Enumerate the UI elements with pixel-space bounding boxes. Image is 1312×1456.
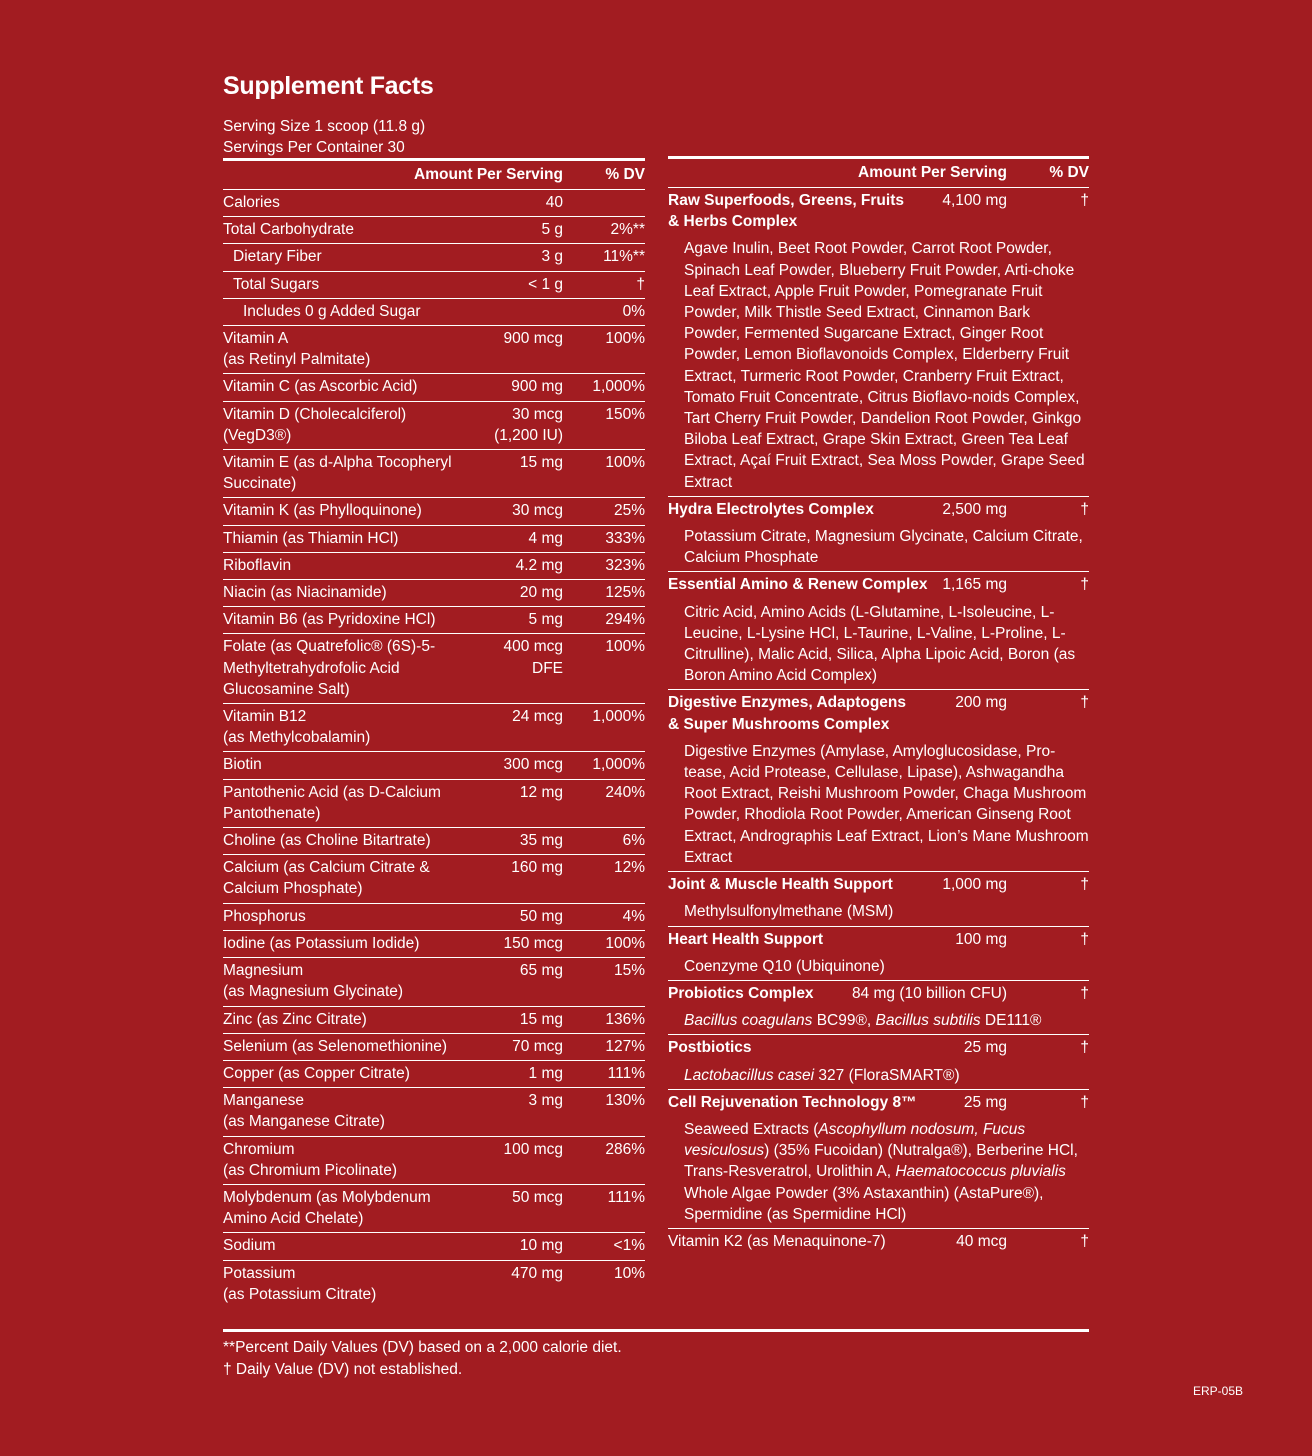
group-amount: 25 mg (963, 1093, 1007, 1111)
table-row (223, 1007, 645, 1034)
nutrient-amount: 35 mg (519, 832, 563, 850)
group-amount: 1,165 mg (942, 576, 1007, 594)
description-part: Ascophyllum nodosum, Fucus vesiculosus (684, 1120, 1026, 1160)
nutrient-name: Vitamin A (as Retinyl Palmitate) (223, 330, 371, 369)
group-amount: 2,500 mg (942, 500, 1007, 518)
table-row (223, 402, 645, 450)
table-row (223, 1061, 645, 1088)
nutrient-amount: 3 g (541, 248, 563, 266)
group-dv: † (1080, 1093, 1089, 1111)
table-row (223, 780, 645, 828)
nutrient-dv: 100% (605, 454, 645, 472)
nutrient-amount (453, 301, 563, 322)
nutrient-dv: 15% (613, 962, 645, 980)
nutrient-amount: 470 mg (511, 1264, 563, 1282)
description-part: Whole Algae Powder (3% Astaxanthin) (AstaPure®), Spermidine (as Spermidine HCl) (684, 1184, 1044, 1223)
table-row (223, 752, 645, 779)
group-description (668, 1119, 1089, 1225)
left-facts-table (223, 158, 645, 1308)
right-groups (668, 188, 1089, 1255)
nutrient-amount: 50 mg (519, 907, 563, 925)
nutrient-dv: 2%** (610, 221, 645, 239)
nutrient-amount: 3 mg (528, 1092, 563, 1110)
nutrient-dv: 0% (622, 302, 645, 320)
ingredient-group (668, 1229, 1089, 1255)
nutrient-amount: 4 mg (528, 529, 563, 547)
table-row (223, 1137, 645, 1185)
table-row (223, 217, 645, 244)
nutrient-name: Folate (as Quatrefolic® (6S)-5- Methyltetrahydrofolic Acid Glucosamine Salt) (223, 638, 436, 698)
nutrient-dv: 25% (613, 502, 645, 520)
table-row (223, 326, 645, 374)
group-dv: † (1080, 876, 1089, 894)
nutrient-dv: 333% (605, 529, 645, 547)
table-header (668, 159, 1089, 188)
group-amount: 4,100 mg (942, 192, 1007, 209)
table-row (223, 607, 645, 634)
group-description: Citric Acid, Amino Acids (L-Glutamine, L-Isoleucine, L-Leucine, L-Lysine HCl, L-Taurine, L-Valine, L-Proline, L-Citrulline), Malic Acid, Silica, Alpha Lipoic Acid, Boron (as Boron Amino Acid Complex) (684, 603, 1076, 685)
table-row (223, 1088, 645, 1136)
group-dv: † (1080, 1039, 1089, 1057)
description-part: Lactobacillus casei (684, 1066, 815, 1084)
nutrient-dv: 1,000% (592, 756, 645, 774)
bottom-rule (223, 1329, 1089, 1332)
nutrient-amount: 24 mcg (512, 708, 563, 726)
nutrient-amount: 900 mcg (503, 330, 563, 348)
description-part: ) (35% Fucoidan) (Nutralga®), Berberine HCl, Trans-Resveratrol, Urolithin A, (684, 1142, 1078, 1181)
table-row (223, 374, 645, 401)
nutrient-name: Vitamin C (as Ascorbic Acid) (223, 378, 418, 396)
table-row (223, 1185, 645, 1233)
group-description (668, 1065, 1089, 1086)
description-part: Haematococcus pluvialis (895, 1163, 1066, 1181)
group-amount: 40 mcg (956, 1232, 1007, 1250)
table-row (223, 498, 645, 525)
nutrient-dv: <1% (613, 1237, 645, 1255)
group-name: Heart Health Support (668, 930, 824, 948)
nutrient-name: Calcium (as Calcium Citrate & Calcium Phosphate) (223, 859, 430, 898)
footnote-dagger: † Daily Value (DV) not established. (223, 1360, 463, 1378)
table-row (223, 526, 645, 553)
nutrient-name: Molybdenum (as Molybdenum Amino Acid Chelate) (223, 1188, 431, 1228)
ingredient-group (668, 188, 1089, 497)
group-name: Postbiotics (668, 1039, 752, 1057)
group-name: Vitamin K2 (as Menaquinone-7) (668, 1232, 886, 1250)
ingredient-group (668, 690, 1089, 872)
description-part: Seaweed Extracts ( (684, 1120, 819, 1138)
nutrient-name: Sodium (223, 1237, 276, 1255)
table-row (223, 272, 645, 299)
dv-header: % DV (1049, 164, 1089, 181)
nutrient-name: Dietary Fiber (233, 248, 322, 266)
table-row (223, 904, 645, 931)
table-row (223, 931, 645, 958)
nutrient-amount: 400 mcg DFE (503, 638, 563, 677)
nutrient-amount: 1 mg (528, 1064, 563, 1082)
nutrient-name: Copper (as Copper Citrate) (223, 1064, 410, 1082)
page-title: Supplement Facts (223, 72, 434, 100)
table-row (223, 299, 645, 326)
table-row (223, 828, 645, 855)
footnote-dv: **Percent Daily Values (DV) based on a 2,000 calorie diet. (223, 1339, 622, 1356)
nutrient-name: Total Carbohydrate (223, 221, 354, 239)
amount-header: Amount Per Serving (414, 166, 563, 183)
group-dv: † (1080, 1232, 1089, 1250)
nutrient-amount: 40 (545, 194, 563, 211)
ingredient-group (668, 981, 1089, 1035)
table-row (223, 1261, 645, 1308)
group-amount: 1,000 mg (942, 876, 1007, 894)
group-amount: 100 mg (955, 930, 1007, 948)
ingredient-group (668, 572, 1089, 690)
nutrient-name: Total Sugars (233, 275, 320, 293)
nutrient-dv: 111% (607, 1188, 645, 1206)
nutrient-dv: 130% (605, 1092, 645, 1110)
servings-per-container: Servings Per Container 30 (223, 139, 405, 156)
nutrient-name: Riboflavin (223, 556, 292, 574)
nutrient-dv: 294% (605, 611, 645, 629)
nutrient-name: Pantothenic Acid (as D-Calcium Pantothenate) (223, 783, 441, 822)
nutrient-name: Manganese (as Manganese Citrate) (223, 1092, 385, 1131)
table-row (223, 580, 645, 607)
group-description: Coenzyme Q10 (Ubiquinone) (684, 957, 885, 975)
ingredient-group (668, 497, 1089, 573)
nutrient-dv: 100% (605, 934, 645, 952)
nutrient-dv: 323% (605, 556, 645, 574)
nutrient-dv: 136% (605, 1010, 645, 1028)
nutrient-dv: 125% (605, 584, 645, 602)
group-dv: † (1080, 576, 1089, 594)
ingredient-group (668, 1090, 1089, 1229)
nutrient-name: Chromium (as Chromium Picolinate) (223, 1140, 397, 1179)
group-description (668, 1010, 1089, 1031)
nutrient-name: Phosphorus (223, 907, 306, 925)
nutrient-name: Potassium (as Potassium Citrate) (223, 1264, 377, 1303)
ingredient-group (668, 1035, 1089, 1089)
nutrient-dv: 1,000% (592, 708, 645, 726)
table-row (223, 553, 645, 580)
group-name: Cell Rejuvenation Technology 8™ (668, 1093, 917, 1111)
nutrient-name: Selenium (as Selenomethionine) (223, 1037, 448, 1055)
nutrient-amount: 100 mcg (503, 1140, 563, 1158)
nutrient-dv: 150% (605, 405, 645, 423)
nutrient-amount: 5 mg (528, 611, 563, 629)
nutrient-dv: 127% (605, 1037, 645, 1055)
nutrient-amount: 160 mg (511, 859, 563, 877)
description-part: BC99®, (812, 1012, 876, 1030)
group-name: Raw Superfoods, Greens, Fruits & Herbs Complex (668, 192, 904, 231)
group-name: Hydra Electrolytes Complex (668, 500, 874, 518)
group-dv: † (1080, 930, 1089, 948)
left-rows (223, 190, 645, 1308)
group-dv: † (1080, 984, 1089, 1002)
nutrient-amount: 300 mcg (503, 756, 563, 774)
nutrient-dv: 100% (605, 638, 645, 656)
nutrient-dv: 4% (622, 907, 645, 925)
table-row (223, 634, 645, 704)
nutrient-name: Thiamin (as Thiamin HCl) (223, 529, 399, 547)
description-part: DE111® (980, 1012, 1042, 1030)
nutrient-name: Biotin (223, 756, 262, 774)
nutrient-name: Magnesium (as Magnesium Glycinate) (223, 962, 404, 1001)
group-description: Digestive Enzymes (Amylase, Amyloglucosidase, Pro-tease, Acid Protease, Cellulase, Lipase), Ashwagandha Root Extract, Reishi Mushroom Powder, Chaga Mushroom Powder, Rhodiola Root Powder, American Ginseng Root Extract, Andrographis Leaf Extract, Lion’s Mane Mushroom Extract (684, 742, 1089, 866)
nutrient-amount: 30 mcg (1,200 IU) (494, 405, 563, 444)
nutrient-name: Vitamin B6 (as Pyridoxine HCl) (223, 611, 436, 629)
nutrient-amount: 15 mg (519, 454, 563, 472)
nutrient-amount: 30 mcg (512, 502, 563, 520)
nutrient-amount: 50 mcg (512, 1188, 563, 1206)
group-amount: 25 mg (963, 1039, 1007, 1057)
table-row (223, 855, 645, 903)
table-row (223, 450, 645, 498)
table-row (223, 704, 645, 752)
nutrient-dv: 11%** (603, 248, 645, 266)
nutrient-dv: † (636, 275, 645, 293)
nutrient-dv: 6% (622, 832, 645, 850)
nutrient-name: Vitamin B12 (as Methylcobalamin) (223, 708, 371, 747)
description-part: Bacillus coagulans (684, 1012, 813, 1030)
group-description: Methylsulfonylmethane (MSM) (684, 903, 894, 921)
ingredient-group (668, 872, 1089, 926)
nutrient-amount: 65 mg (519, 962, 563, 980)
nutrient-dv (563, 192, 645, 213)
nutrient-dv: 286% (605, 1140, 645, 1158)
nutrient-name: Vitamin E (as d-Alpha Tocopheryl Succinate) (223, 454, 452, 493)
nutrient-amount: 10 mg (519, 1237, 563, 1255)
description-part: Bacillus subtilis (875, 1012, 981, 1030)
nutrient-amount: 4.2 mg (515, 556, 563, 574)
product-code: ERP-05B (1193, 1384, 1244, 1398)
serving-size: Serving Size 1 scoop (11.8 g) (223, 118, 426, 135)
table-row (223, 958, 645, 1006)
nutrient-amount: < 1 g (528, 275, 563, 293)
nutrient-amount: 5 g (541, 221, 563, 239)
nutrient-amount: 70 mcg (512, 1037, 563, 1055)
group-description: Agave Inulin, Beet Root Powder, Carrot Root Powder, Spinach Leaf Powder, Blueberry Fruit Powder, Arti-choke Leaf Extract, Apple Fruit Powder, Pomegranate Fruit Powder, Milk Thistle Seed Extract, Cinnamon Bark Powder, Fermented Sugarcane Extract, Ginger Root Powder, Lemon Bioflavonoids Complex, Elderberry Fruit Extract, Turmeric Root Powder, Cranberry Fruit Extract, Tomato Fruit Concentrate, Citrus Bioflavo-noids Complex, Tart Cherry Fruit Powder, Dandelion Root Powder, Ginkgo Biloba Leaf Extract, Grape Skin Extract, Green Tea Leaf Extract, Açaí Fruit Extract, Sea Moss Powder, Grape Seed Extract (684, 240, 1085, 491)
nutrient-name: Zinc (as Zinc Citrate) (223, 1010, 367, 1028)
nutrient-dv: 12% (613, 859, 645, 877)
table-row (223, 190, 645, 217)
nutrient-amount: 20 mg (519, 584, 563, 602)
serving-info (223, 116, 425, 158)
group-name: Joint & Muscle Health Support (668, 876, 893, 894)
table-row (223, 1233, 645, 1260)
nutrient-dv: 111% (607, 1064, 645, 1082)
nutrient-name: Vitamin D (Cholecalciferol) (VegD3®) (223, 405, 407, 444)
table-header (223, 161, 645, 190)
nutrient-amount: 150 mcg (503, 934, 563, 952)
nutrient-dv: 100% (605, 330, 645, 348)
nutrient-amount: 900 mg (511, 378, 563, 396)
nutrient-name: Niacin (as Niacinamide) (223, 584, 387, 602)
amount-header: Amount Per Serving (858, 164, 1007, 181)
group-dv: † (1080, 192, 1089, 209)
table-row (223, 1034, 645, 1061)
group-dv: † (1080, 500, 1089, 518)
description-part: 327 (FloraSMART®) (814, 1066, 960, 1084)
group-dv: † (1080, 694, 1089, 712)
nutrient-dv: 240% (605, 783, 645, 801)
nutrient-amount: 15 mg (519, 1010, 563, 1028)
nutrient-dv: 10% (613, 1264, 645, 1282)
footnotes (223, 1337, 622, 1380)
group-name: Digestive Enzymes, Adaptogens & Super Mushrooms Complex (668, 694, 907, 733)
nutrient-name: Iodine (as Potassium Iodide) (223, 934, 420, 952)
group-name: Essential Amino & Renew Complex (668, 576, 928, 594)
nutrient-dv: 1,000% (592, 378, 645, 396)
nutrient-name: Calories (223, 194, 280, 211)
nutrient-amount: 12 mg (519, 783, 563, 801)
group-description: Potassium Citrate, Magnesium Glycinate, Calcium Citrate, Calcium Phosphate (684, 528, 1083, 567)
dv-header: % DV (605, 166, 645, 183)
right-facts-table (668, 156, 1089, 1255)
group-name: Probiotics Complex (668, 984, 814, 1002)
ingredient-group (668, 927, 1089, 981)
table-row (223, 244, 645, 271)
nutrient-name: Choline (as Choline Bitartrate) (223, 832, 431, 850)
group-amount: 200 mg (955, 694, 1007, 712)
group-amount: 84 mg (10 billion CFU) (851, 984, 1007, 1002)
nutrient-name: Vitamin K (as Phylloquinone) (223, 502, 422, 520)
nutrient-name: Includes 0 g Added Sugar (243, 302, 421, 320)
